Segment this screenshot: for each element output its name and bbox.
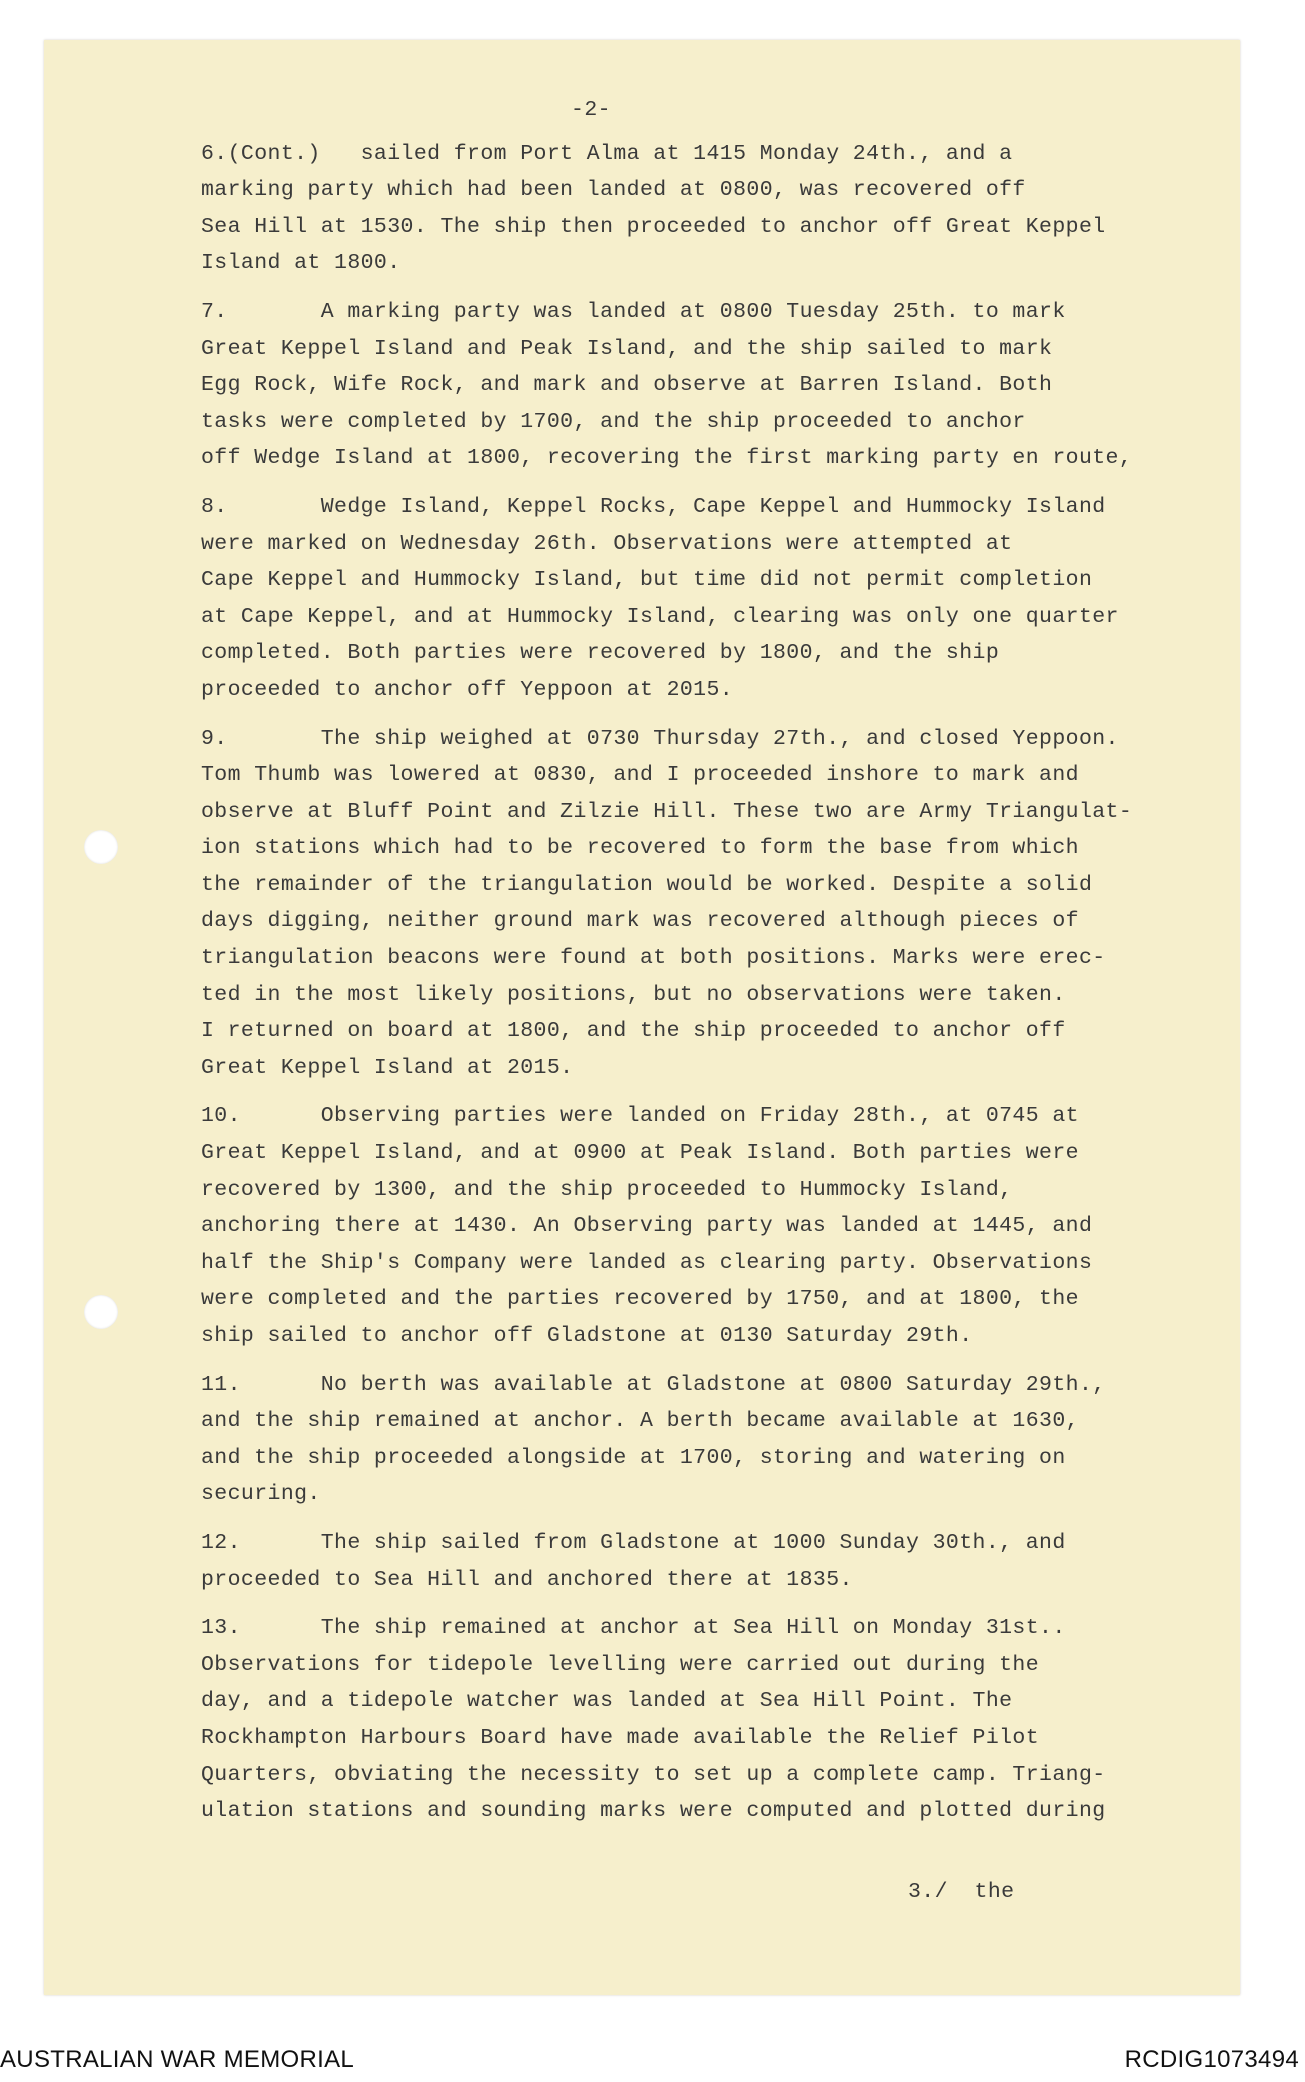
paragraph — [201, 1098, 1241, 1354]
text-line: proceeded to anchor off Yeppoon at 2015. — [201, 677, 734, 702]
text-line: Great Keppel Island, and at 0900 at Peak Island. Both parties were — [201, 1141, 1079, 1166]
footer-record-id: RCDIG1073494 — [1124, 2046, 1299, 2073]
text-line: Great Keppel Island and Peak Island, and the ship sailed to mark — [201, 336, 1053, 361]
paragraph — [201, 136, 1241, 282]
text-line: proceeded to Sea Hill and anchored there at 1835. — [201, 1567, 853, 1592]
text-line: Cape Keppel and Hummocky Island, but time did not permit completion — [201, 568, 1093, 593]
text-line: and the ship proceeded alongside at 1700, storing and watering on — [201, 1445, 1066, 1470]
text-line: Rockhampton Harbours Board have made available the Relief Pilot — [201, 1725, 1040, 1750]
text-line: days digging, neither ground mark was recovered although pieces of — [201, 909, 1079, 934]
paragraph — [201, 489, 1241, 709]
text-line: day, and a tidepole watcher was landed at Sea Hill Point. The — [201, 1689, 1013, 1714]
text-line: tasks were completed by 1700, and the ship proceeded to anchor — [201, 409, 1026, 434]
punch-hole-upper — [84, 830, 118, 864]
text-line: recovered by 1300, and the ship proceeded to Hummocky Island, — [201, 1177, 1013, 1202]
text-line: 6.(Cont.) sailed from Port Alma at 1415 Monday 24th., and a — [201, 141, 1013, 166]
text-line: and the ship remained at anchor. A berth became available at 1630, — [201, 1409, 1079, 1434]
text-line: ion stations which had to be recovered to form the base from which — [201, 836, 1079, 861]
text-line: securing. — [201, 1482, 321, 1507]
text-line: Quarters, obviating the necessity to set up a complete camp. Triang- — [201, 1762, 1106, 1787]
text-line: Great Keppel Island at 2015. — [201, 1055, 574, 1080]
text-line: 12. The ship sailed from Gladstone at 1000 Sunday 30th., and — [201, 1530, 1066, 1555]
paragraph — [201, 721, 1241, 1087]
text-line: 9. The ship weighed at 0730 Thursday 27th., and closed Yeppoon. — [201, 726, 1119, 751]
text-line: 7. A marking party was landed at 0800 Tuesday 25th. to mark — [201, 299, 1066, 324]
text-line: marking party which had been landed at 0800, was recovered off — [201, 178, 1026, 203]
paragraph — [201, 1367, 1241, 1513]
punch-hole-lower — [84, 1295, 118, 1329]
text-line: ulation stations and sounding marks were computed and plotted during — [201, 1799, 1106, 1824]
catchword: 3./ the — [908, 1880, 1015, 1904]
text-line: 10. Observing parties were landed on Friday 28th., at 0745 at — [201, 1104, 1079, 1129]
text-line: 13. The ship remained at anchor at Sea Hill on Monday 31st.. — [201, 1616, 1066, 1641]
text-line: 11. No berth was available at Gladstone at 0800 Saturday 29th., — [201, 1372, 1106, 1397]
text-line: Observations for tidepole levelling were carried out during the — [201, 1652, 1040, 1677]
paragraph — [201, 294, 1241, 477]
text-line: triangulation beacons were found at both positions. Marks were erec- — [201, 946, 1106, 971]
text-line: Island at 1800. — [201, 251, 401, 276]
page-number: -2- — [571, 98, 611, 122]
text-line: were marked on Wednesday 26th. Observations were attempted at — [201, 531, 1013, 556]
text-line: off Wedge Island at 1800, recovering the first marking party en route, — [201, 446, 1133, 471]
paragraphs — [201, 136, 1241, 1830]
text-line: anchoring there at 1430. An Observing party was landed at 1445, and — [201, 1214, 1093, 1239]
typed-text-body — [201, 92, 1241, 1842]
paragraph — [201, 1610, 1241, 1830]
text-line: ship sailed to anchor off Gladstone at 0130 Saturday 29th. — [201, 1324, 973, 1348]
text-line: were completed and the parties recovered by 1750, and at 1800, the — [201, 1287, 1079, 1312]
footer-institution: AUSTRALIAN WAR MEMORIAL — [0, 2046, 355, 2073]
text-line: Tom Thumb was lowered at 0830, and I proceeded inshore to mark and — [201, 763, 1079, 788]
text-line: I returned on board at 1800, and the ship proceeded to anchor off — [201, 1019, 1066, 1044]
text-line: at Cape Keppel, and at Hummocky Island, clearing was only one quarter — [201, 604, 1119, 629]
text-line: ted in the most likely positions, but no observations were taken. — [201, 982, 1066, 1007]
text-line: half the Ship's Company were landed as clearing party. Observations — [201, 1250, 1093, 1275]
text-line: completed. Both parties were recovered by 1800, and the ship — [201, 641, 1000, 666]
paragraph — [201, 1525, 1241, 1598]
text-line: Sea Hill at 1530. The ship then proceeded to anchor off Great Keppel — [201, 214, 1106, 239]
text-line: the remainder of the triangulation would be worked. Despite a solid — [201, 872, 1093, 897]
text-line: Egg Rock, Wife Rock, and mark and observe at Barren Island. Both — [201, 373, 1053, 398]
text-line: 8. Wedge Island, Keppel Rocks, Cape Keppel and Hummocky Island — [201, 494, 1106, 519]
text-line: observe at Bluff Point and Zilzie Hill. These two are Army Triangulat- — [201, 799, 1133, 824]
